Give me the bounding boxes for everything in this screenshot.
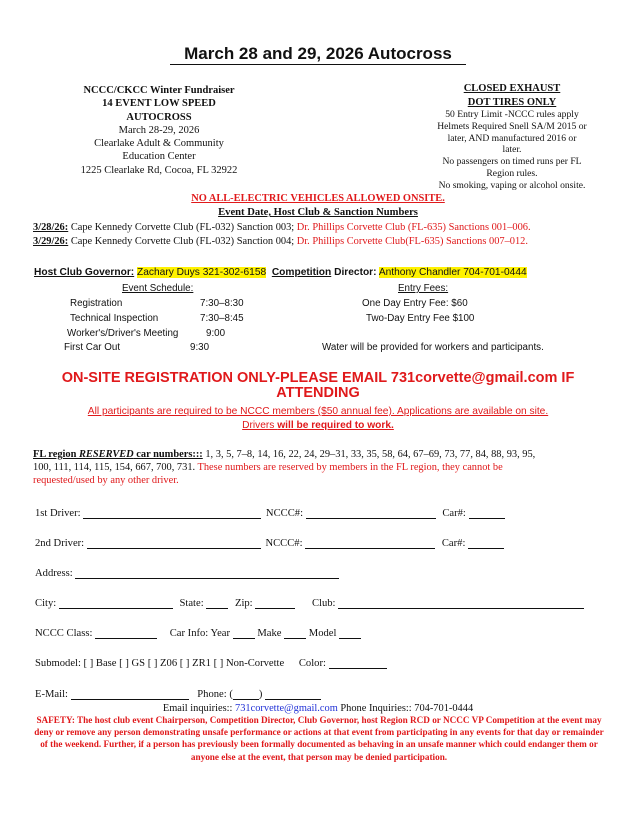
- driver1-row: [35, 508, 505, 519]
- driver1-car-field[interactable]: [469, 508, 505, 519]
- submodel-options[interactable]: Submodel: [ ] Base [ ] GS [ ] Z06 [ ] ZR1 [ ] Non-Corvette: [35, 658, 285, 669]
- schedule-time: 7:30–8:45: [200, 313, 244, 324]
- reserved-line3: requested/used by any other driver.: [33, 475, 179, 486]
- rule-line: Region rules.: [486, 167, 538, 179]
- color-label: Color:: [298, 658, 326, 669]
- rule-line: later.: [502, 144, 522, 156]
- sanction-club: Dr. Phillips Corvette Club (FL-635) Sanctions 001–006.: [294, 222, 531, 233]
- club-label: Club:: [311, 598, 336, 609]
- safety-notice: SAFETY: The host club event Chairperson, Competition Director, Club Governor, host Region RCD or NCCC VP Competition at the event may deny or remove any person demonstrating unsafe performance or actions at that event from participating in any events for that day or remainder of the weekend. Further, if a person has previously been formally documented as behaving in an unsafe manner which could endanger them or anyone else at the event, that person may be denied participation.: [34, 715, 604, 762]
- sanction-heading: Event Date, Host Club & Sanction Numbers: [218, 207, 418, 218]
- fee-one-day: One Day Entry Fee: $60: [362, 298, 468, 309]
- registration-line1: ON-SITE REGISTRATION ONLY-PLEASE EMAIL 731corvette@gmail.com IF: [61, 370, 575, 386]
- governor-label: Host Club Governor:: [34, 267, 135, 278]
- color-field[interactable]: [329, 658, 387, 669]
- membership-note: All participants are required to be NCCC members ($50 annual fee). Applications are available on site.: [87, 406, 549, 417]
- car-label: Car#:: [442, 508, 466, 519]
- page-title: March 28 and 29, 2026 Autocross: [184, 44, 452, 63]
- dot-tires: DOT TIRES ONLY: [467, 96, 557, 108]
- email-label: E-Mail:: [35, 689, 68, 700]
- schedule-time: 9:00: [206, 328, 226, 339]
- sanction-row-1: [33, 222, 531, 233]
- driver1-nccc-field[interactable]: [306, 508, 436, 519]
- no-electric-notice: NO ALL-ELECTRIC VEHICLES ALLOWED ONSITE.: [191, 193, 445, 204]
- rule-line: No passengers on timed runs per FL: [442, 156, 582, 168]
- contact-email-link[interactable]: 731corvette@gmail.com: [235, 703, 338, 714]
- class-row: [35, 628, 361, 639]
- phone-label: Phone: (: [197, 689, 233, 700]
- nccc-class-field[interactable]: [95, 628, 157, 639]
- reserved-numbers: 1, 3, 5, 7–8, 14, 16, 22, 24, 29–31, 33, 35, 58, 64, 67–69, 73, 77, 84, 88, 93, 95,: [202, 449, 536, 460]
- club-field[interactable]: [338, 598, 584, 609]
- event-line3: AUTOCROSS: [126, 111, 192, 123]
- nccc-class-label: NCCC Class:: [35, 628, 93, 639]
- event-dates: March 28-29, 2026: [118, 124, 200, 136]
- fees-heading: Entry Fees:: [398, 283, 449, 294]
- make-field[interactable]: [284, 628, 306, 639]
- phone-area-field[interactable]: [233, 689, 259, 700]
- driver2-nccc-field[interactable]: [305, 538, 435, 549]
- zip-field[interactable]: [255, 598, 295, 609]
- driver2-row: [35, 538, 504, 549]
- zip-label: Zip:: [234, 598, 253, 609]
- driver1-label: 1st Driver:: [35, 508, 81, 519]
- schedule-label: Worker's/Driver's Meeting: [67, 328, 179, 339]
- schedule-label: First Car Out: [64, 342, 121, 353]
- nccc-label: NCCC#:: [265, 538, 303, 549]
- registration-line2: ATTENDING: [276, 385, 360, 401]
- driver2-field[interactable]: [87, 538, 261, 549]
- email-inquiries-label: Email inquiries::: [162, 703, 233, 714]
- sanction-date: 3/28/26:: [33, 222, 69, 233]
- sanction-club: Dr. Phillips Corvette Club(FL-635) Sanctions 007–012.: [294, 236, 528, 247]
- inquiries-line: [0, 703, 636, 714]
- make-label: Make: [257, 628, 282, 639]
- governor-value: Zachary Duys 321-302-6158: [137, 267, 267, 278]
- email-field[interactable]: [71, 689, 189, 700]
- sanction-date: 3/29/26:: [33, 236, 69, 247]
- title-underline: [170, 64, 466, 65]
- schedule-time: 7:30–8:30: [200, 298, 244, 309]
- reserved-line1: [33, 449, 535, 460]
- rule-line: No smoking, vaping or alcohol onsite.: [438, 179, 586, 191]
- nccc-label: NCCC#:: [265, 508, 304, 519]
- city-field[interactable]: [59, 598, 173, 609]
- car-label: Car#:: [441, 538, 466, 549]
- sanction-row-2: [33, 236, 528, 247]
- email-row: E-Mail: Phone: ( ): [35, 689, 321, 700]
- rule-line: Helmets Required Snell SA/M 2015 or: [437, 120, 587, 132]
- event-line1: NCCC/CKCC Winter Fundraiser: [83, 85, 235, 96]
- rules-block: [412, 82, 612, 192]
- driver1-field[interactable]: [83, 508, 261, 519]
- sanction-host: Cape Kennedy Corvette Club (FL-032) Sanction 004;: [68, 236, 295, 247]
- event-line2: 14 EVENT LOW SPEED: [102, 98, 216, 110]
- model-label: Model: [308, 628, 337, 639]
- schedule-label: Registration: [70, 298, 123, 309]
- work-note: Drivers will be required to work.: [242, 420, 394, 431]
- model-field[interactable]: [339, 628, 361, 639]
- sanction-host: Cape Kennedy Corvette Club (FL-032) Sanction 003;: [68, 222, 295, 233]
- submodel-row: [35, 658, 387, 669]
- reserved-label: FL region RESERVED car numbers:::: [33, 449, 203, 460]
- event-venue1: Clearlake Adult & Community: [94, 138, 224, 150]
- phone-field[interactable]: [265, 689, 321, 700]
- director-label: Competition Director:: [271, 267, 377, 278]
- address-row: [35, 568, 339, 579]
- driver2-car-field[interactable]: [468, 538, 504, 549]
- reserved-line2: 100, 111, 114, 115, 154, 667, 700, 731. These numbers are reserved by members in the FL region, they cannot be: [33, 462, 503, 473]
- officials-row: [34, 267, 527, 278]
- event-address: 1225 Clearlake Rd, Cocoa, FL 32922: [80, 164, 238, 176]
- city-label: City:: [35, 598, 57, 609]
- driver2-label: 2nd Driver:: [35, 538, 85, 549]
- rule-line: 50 Entry Limit -NCCC rules apply: [445, 109, 579, 120]
- address-label: Address:: [35, 568, 73, 579]
- address-field[interactable]: [75, 568, 339, 579]
- schedule-time: 9:30: [190, 342, 210, 353]
- state-label: State:: [179, 598, 204, 609]
- car-info-label: Car Info: Year: [169, 628, 231, 639]
- event-venue2: Education Center: [122, 151, 196, 163]
- closed-exhaust: CLOSED EXHAUST: [463, 83, 561, 94]
- event-info: [30, 84, 288, 177]
- rule-line: later, AND manufactured 2016 or: [447, 132, 577, 144]
- water-note: Water will be provided for workers and participants.: [322, 342, 544, 353]
- director-value: Anthony Chandler 704-701-0444: [378, 267, 527, 278]
- fee-two-day: Two-Day Entry Fee $100: [366, 313, 475, 324]
- schedule-label: Technical Inspection: [70, 313, 159, 324]
- city-row: [35, 598, 584, 609]
- year-field[interactable]: [233, 628, 255, 639]
- phone-inquiries: Phone Inquiries:: 704-701-0444: [337, 703, 474, 714]
- schedule-heading: Event Schedule:: [122, 283, 194, 294]
- state-field[interactable]: [206, 598, 228, 609]
